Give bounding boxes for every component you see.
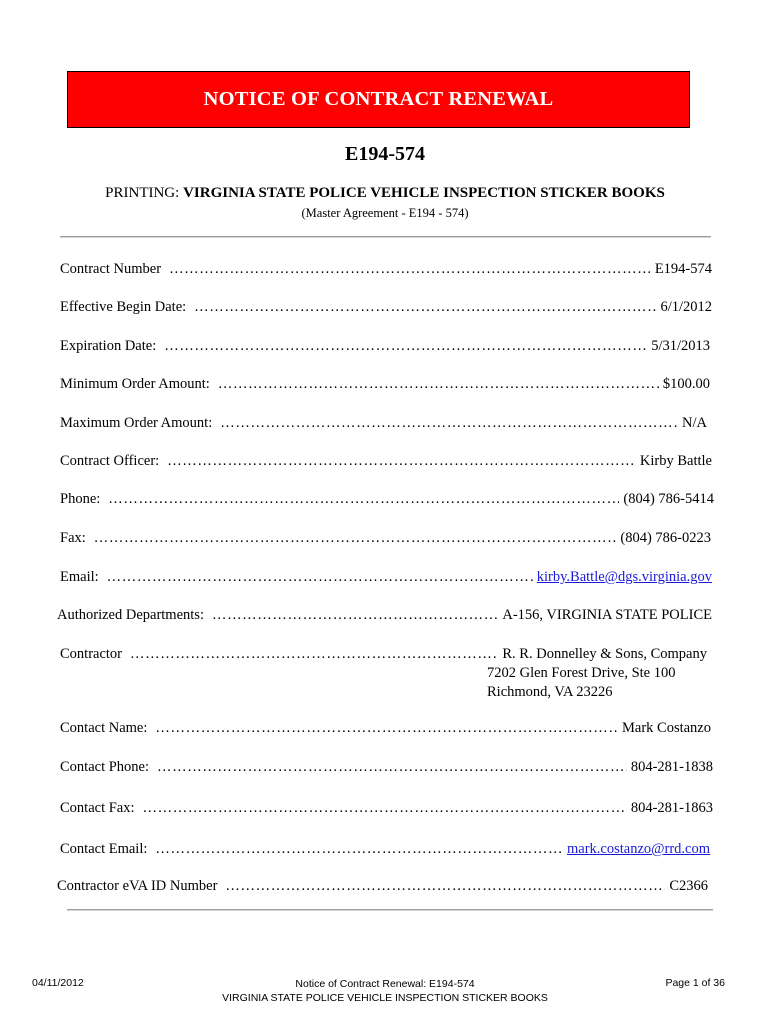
footer-date: 04/11/2012	[32, 977, 84, 989]
contact-email-link[interactable]: mark.costanzo@rrd.com	[567, 841, 710, 857]
contractor-address-line1: 7202 Glen Forest Drive, Ste 100	[487, 665, 676, 681]
row-contact-phone	[60, 759, 713, 776]
effective-begin-value: 6/1/2012	[660, 299, 712, 315]
authorized-departments-value: A-156, VIRGINIA STATE POLICE	[502, 607, 712, 623]
contact-name-label: Contact Name:	[60, 720, 148, 736]
leader-dots	[169, 261, 651, 278]
row-authorized-departments	[57, 607, 712, 624]
row-email	[60, 569, 712, 586]
contractor-label: Contractor	[60, 646, 123, 662]
leader-dots	[157, 759, 627, 776]
contractor-address-line2: Richmond, VA 23226	[487, 684, 613, 700]
row-contractor	[60, 646, 707, 663]
contact-fax-label: Contact Fax:	[60, 800, 135, 816]
email-label: Email:	[60, 569, 99, 585]
minimum-order-value: $100.00	[662, 376, 710, 392]
top-divider	[60, 236, 711, 237]
minimum-order-label: Minimum Order Amount:	[60, 376, 210, 392]
eva-id-label: Contractor eVA ID Number	[57, 878, 218, 894]
subject-line	[0, 185, 770, 202]
fax-value: (804) 786-0223	[620, 530, 711, 546]
leader-dots	[143, 800, 627, 817]
leader-dots	[212, 607, 498, 624]
leader-dots	[194, 299, 656, 316]
effective-begin-label: Effective Begin Date:	[60, 299, 187, 315]
row-maximum-order	[60, 415, 707, 432]
subject-prefix: PRINTING:	[105, 185, 180, 201]
leader-dots	[218, 376, 659, 393]
expiration-value: 5/31/2013	[651, 338, 710, 354]
leader-dots	[155, 841, 563, 858]
footer-center	[0, 977, 770, 1005]
eva-id-value: C2366	[669, 878, 708, 894]
row-effective-begin	[60, 299, 712, 316]
leader-dots	[220, 415, 678, 432]
contract-number-label: Contract Number	[60, 261, 162, 277]
footer-center-line2: VIRGINIA STATE POLICE VEHICLE INSPECTION STICKER BOOKS	[222, 992, 548, 1004]
phone-value: (804) 786-5414	[623, 491, 714, 507]
row-expiration	[60, 338, 710, 355]
row-contact-name	[60, 720, 711, 737]
row-contact-fax	[60, 800, 713, 817]
expiration-label: Expiration Date:	[60, 338, 157, 354]
email-link[interactable]: kirby.Battle@dgs.virginia.gov	[536, 569, 712, 585]
bottom-divider	[67, 909, 713, 910]
contact-name-value: Mark Costanzo	[622, 720, 711, 736]
contract-officer-value: Kirby Battle	[639, 453, 712, 469]
footer-page-number: Page 1 of 36	[665, 977, 725, 989]
subject-title: VIRGINIA STATE POLICE VEHICLE INSPECTION STICKER BOOKS	[183, 185, 665, 201]
contact-phone-value: 804-281-1838	[630, 759, 713, 775]
contract-id-heading: E194-574	[345, 143, 425, 165]
contractor-value: R. R. Donnelley & Sons, Company	[502, 646, 707, 662]
leader-dots	[167, 453, 636, 470]
row-contact-email	[60, 841, 710, 858]
row-contract-number	[60, 261, 712, 278]
contact-phone-label: Contact Phone:	[60, 759, 150, 775]
row-minimum-order	[60, 376, 710, 393]
banner-title: NOTICE OF CONTRACT RENEWAL	[203, 88, 554, 110]
phone-label: Phone:	[60, 491, 101, 507]
fax-label: Fax:	[60, 530, 86, 546]
row-phone	[60, 491, 714, 508]
maximum-order-label: Maximum Order Amount:	[60, 415, 213, 431]
title-banner	[67, 71, 690, 128]
leader-dots	[155, 720, 618, 737]
leader-dots	[94, 530, 617, 547]
row-fax	[60, 530, 711, 547]
contact-email-label: Contact Email:	[60, 841, 148, 857]
footer-center-line1: Notice of Contract Renewal: E194-574	[295, 978, 475, 990]
leader-dots	[164, 338, 647, 355]
contract-officer-label: Contract Officer:	[60, 453, 160, 469]
leader-dots	[225, 878, 665, 895]
row-eva-id	[57, 878, 708, 895]
maximum-order-value: N/A	[682, 415, 707, 431]
contract-number-value: E194-574	[654, 261, 712, 277]
master-agreement: (Master Agreement - E194 - 574)	[301, 206, 469, 220]
leader-dots	[130, 646, 498, 663]
authorized-departments-label: Authorized Departments:	[57, 607, 204, 623]
leader-dots	[108, 491, 619, 508]
leader-dots	[107, 569, 533, 586]
row-contract-officer	[60, 453, 712, 470]
contact-fax-value: 804-281-1863	[630, 800, 713, 816]
